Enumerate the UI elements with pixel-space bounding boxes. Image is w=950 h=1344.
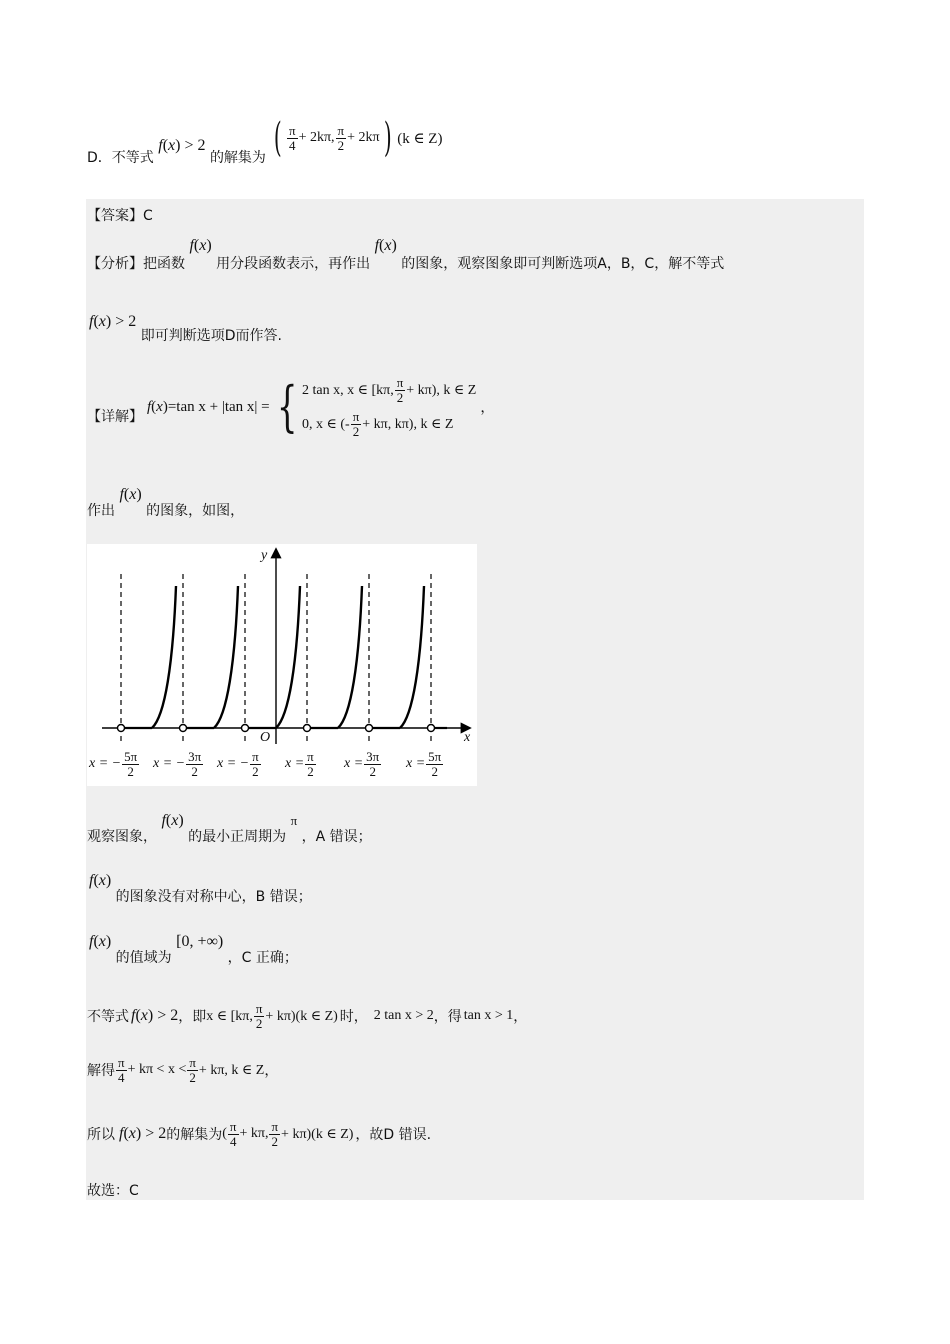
ineq-end: ， [513,1009,528,1026]
draw-pre: 作出 [87,503,115,519]
function-curves [152,586,424,728]
ineq-ji: ，即 [178,1009,207,1026]
answer-label: 【答案】C [87,208,153,224]
case-1: 2 tan x, x ∈ [kπ, $\frac{\pi}{2}$ + kπ), k ∈ Z [302,375,477,405]
solve-pre: 解得 [87,1063,115,1080]
solve-post: + kπ, k ∈ Z [198,1062,265,1078]
piecewise-cases [302,376,476,439]
ineq-pre: 不等式 [87,1009,129,1026]
ineq-shi: 时， [339,1009,368,1026]
observation-c [89,933,298,967]
obs-b-fx: f(x) [89,872,112,889]
analysis-text-3: 即可判断选项D而作答. [140,328,282,344]
analysis-label: 【分析】把函数 [87,256,185,272]
solve-line: 解得 $\frac{\pi}{4}$ + kπ < x < $\frac{\pi}{2}$ + kπ, k ∈ Z ， [87,1055,279,1085]
branch-2 [214,586,238,728]
ineq-de: ，得 [433,1009,462,1026]
obs-c-fx: f(x) [89,933,112,950]
obs-a-post: ，A 错误； [301,829,372,845]
detail-piecewise [87,376,494,439]
piecewise-brace: { [276,375,298,439]
branch-1 [152,586,176,728]
asymptote-label-6: x = $\frac{5\pi}{2}$ [406,749,442,779]
observation-b [89,872,312,906]
ineq-condition: x ∈ [kπ, $\frac{\pi}{2}$ + kπ)(k ∈ Z) [206,1001,338,1031]
draw-line [87,486,244,520]
inequality-line [87,1002,527,1030]
conclusion-line [87,1120,431,1148]
draw-post: 的图象，如图， [146,503,245,519]
analysis-line-2 [89,313,282,345]
option-d-interval: ( $\frac{\pi}{4}$ + 2kπ, $\frac{\pi}{2}$ + 2kπ ) (k ∈ Z) [274,115,443,161]
detail-lhs: f(x)=tan x + |tan x| = [147,398,270,415]
final-answer: 故选：C [87,1183,139,1199]
analysis-line-1 [87,237,724,273]
conclusion-set: ( $\frac{\pi}{4}$ + kπ, $\frac{\pi}{2}$ + kπ)(k ∈ Z) [222,1119,354,1149]
observation-a [87,812,372,846]
detail-comma: ， [480,400,495,417]
asymptote-label-5: x = $\frac{3\pi}{2}$ [344,749,380,779]
obs-c-post: ，C 正确； [227,950,298,966]
draw-fx: f(x) [119,486,142,503]
option-d-fx: f(x) > 2 [158,137,206,154]
solve-mid: + kπ < x < [127,1062,187,1078]
asymptote-label-4: x = $\frac{\pi}{2}$ [285,749,314,779]
solve-end: ， [264,1063,279,1080]
analysis-text-2: 的图象，观察图象即可判断选项A，B，C，解不等式 [401,256,725,272]
analysis-fx-ineq: f(x) > 2 [89,313,137,330]
obs-b-post: 的图象没有对称中心，B 错误； [115,889,312,905]
ineq-e2: tan x > 1 [463,1008,514,1024]
branch-4 [338,586,362,728]
obs-a-mid: 的最小正周期为 [188,829,287,845]
ineq-fx: f(x) > 2 [131,1007,179,1025]
analysis-fx-1: f(x) [189,237,212,254]
detail-label: 【详解】 [87,409,143,426]
case-2: 0, x ∈ (- $\frac{\pi}{2}$ + kπ, kπ), k ∈ Z [302,409,454,439]
asymptote-label-1: x = − $\frac{5\pi}{2}$ [89,749,138,779]
obs-a-fx: f(x) [161,812,184,829]
branch-5 [400,586,424,728]
analysis-fx-2: f(x) [374,237,397,254]
option-d [87,115,443,167]
ineq-e1: 2 tan x > 2 [373,1008,434,1024]
conclusion-fx: f(x) > 2 [119,1125,167,1143]
x-axis-label: x [464,730,471,745]
obs-c-mid: 的值域为 [115,950,172,966]
origin-label: O [260,730,271,745]
obs-c-range: [0, +∞) [176,933,224,950]
obs-a-pre: 观察图象， [87,829,157,845]
conclusion-mid: 的解集为 [166,1127,223,1144]
branch-3 [276,586,300,728]
analysis-text-1: 用分段函数表示，再作出 [216,256,371,272]
y-axis-label: y [261,548,268,563]
conclusion-post: ，故D 错误. [355,1127,432,1144]
asymptote-label-3: x = − $\frac{\pi}{2}$ [217,749,259,779]
obs-a-pi: π [290,813,298,828]
graph-figure [87,544,477,786]
option-d-mid: 的解集为 [209,150,266,166]
conclusion-pre: 所以 [87,1127,115,1144]
option-d-label: D．不等式 [87,150,154,166]
asymptote-label-2: x = − $\frac{3\pi}{2}$ [153,749,202,779]
